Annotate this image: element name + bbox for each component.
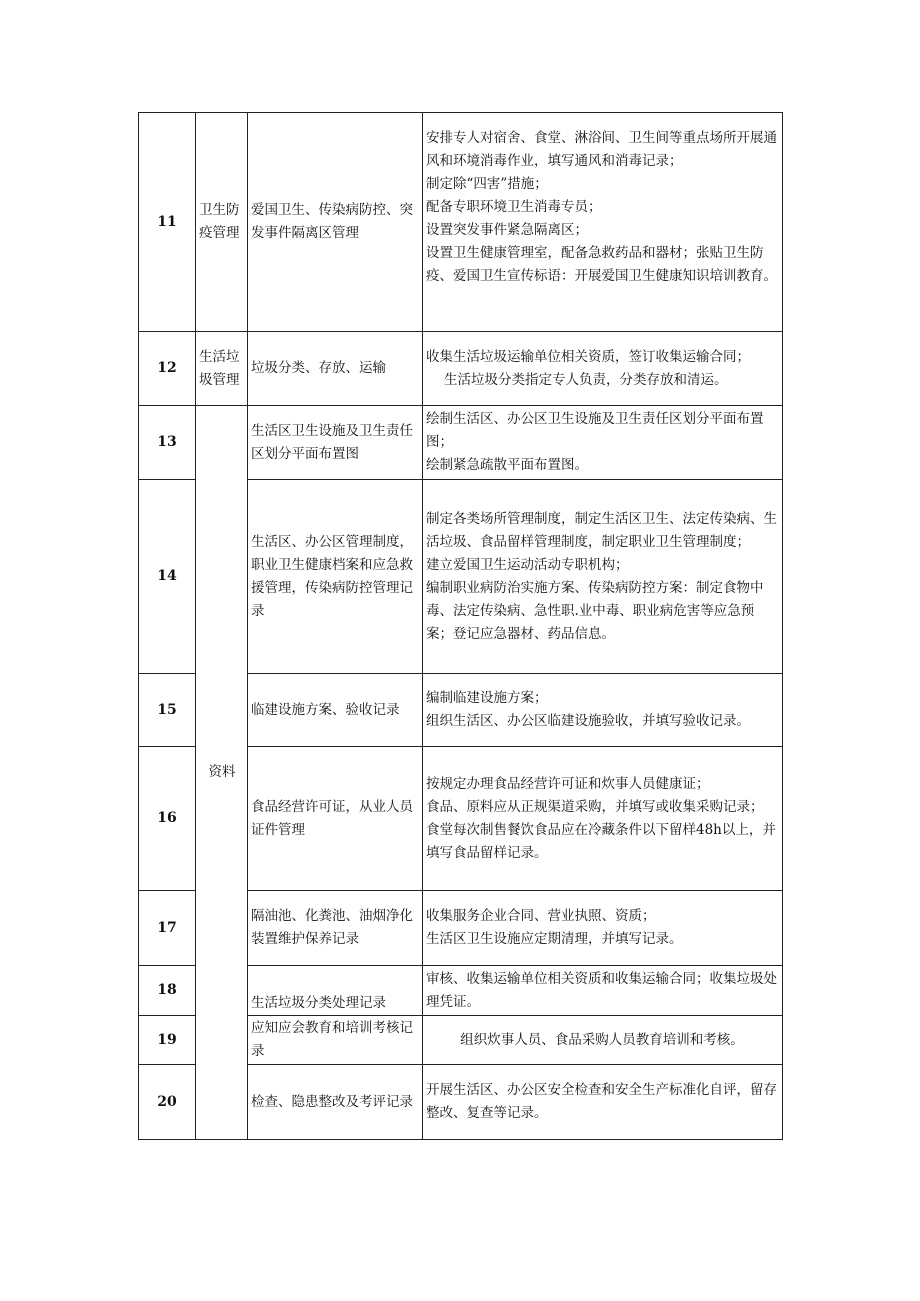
row-number: 16: [139, 747, 196, 891]
requirement-cell: [423, 1016, 783, 1065]
requirement-cell: [423, 891, 783, 966]
requirement-cell: [423, 674, 783, 747]
requirement-line: 配备专职环境卫生消毒专员；: [426, 199, 602, 215]
requirements-table: [138, 112, 783, 1140]
requirement-line: 绘制生活区、办公区卫生设施及卫生责任区划分平面布置图；: [426, 411, 764, 450]
row-number: 14: [139, 480, 196, 674]
requirement-line: 开展生活区、办公区安全检查和安全生产标准化自评，留存整改、复查等记录。: [426, 1082, 777, 1121]
requirement-line: 组织生活区、办公区临建设施验收，并填写验收记录。: [426, 713, 750, 729]
requirement-line: 建立爱国卫生运动活动专职机构；: [426, 556, 629, 573]
requirement-cell: [423, 1065, 783, 1140]
item-cell: 爱国卫生、传染病防控、突发事件隔离区管理: [248, 113, 423, 332]
requirement-line: 食堂每次制售餐饮食品应在冷藏条件以下留样48h以上，并填写食品留样记录。: [426, 821, 776, 861]
item-cell: 隔油池、化粪池、油烟净化装置维护保养记录: [248, 891, 423, 966]
row-number: 18: [139, 966, 196, 1016]
requirement-line: 设置突发事件紧急隔离区；: [426, 222, 588, 238]
category-cell: 生活垃圾管理: [196, 332, 248, 406]
category-cell: 卫生防疫管理: [196, 113, 248, 332]
requirement-line: 编制职业病防治实施方案、传染病防控方案：制定食物中毒、法定传染病、急性职.业中毒、职业病危害等应急预案；登记应急器材、药品信息。: [426, 579, 764, 642]
requirement-line: 绘制紧急疏散平面布置图。: [426, 457, 588, 473]
requirement-cell: [423, 480, 783, 674]
item-cell: 生活区卫生设施及卫生责任区划分平面布置图: [248, 406, 423, 480]
requirement-cell: [423, 966, 783, 1016]
requirement-cell: [423, 747, 783, 891]
requirement-line: 编制临建设施方案；: [426, 690, 548, 706]
requirement-line: 组织炊事人员、食品采购人员教育培训和考核。: [460, 1031, 744, 1048]
requirement-line: 收集服务企业合同、营业执照、资质；: [426, 908, 656, 924]
requirement-line: 审核、收集运输单位相关资质和收集运输合同；收集垃圾处理凭证。: [426, 970, 777, 1010]
item-cell: 食品经营许可证，从业人员证件管理: [248, 747, 423, 891]
table-row: [139, 406, 783, 480]
table-row: [139, 332, 783, 406]
requirement-line: 按规定办理食品经营许可证和炊事人员健康证；: [426, 775, 710, 792]
requirement-cell: [423, 406, 783, 480]
row-number: 20: [139, 1065, 196, 1140]
row-number: 12: [139, 332, 196, 406]
row-number: 13: [139, 406, 196, 480]
requirement-line: 安排专人对宿舍、食堂、淋浴间、卫生间等重点场所开展通风和环境消毒作业，填写通风和消毒记录；: [426, 130, 777, 169]
item-cell: 垃圾分类、存放、运输: [248, 332, 423, 406]
row-number: 19: [139, 1016, 196, 1065]
requirement-line: 生活区卫生设施应定期清理，并填写记录。: [426, 931, 683, 947]
category-cell: 资料: [196, 406, 248, 1140]
requirement-line: 设置卫生健康管理室，配备急救药品和器材；张贴卫生防疫、爱国卫生宣传标语：开展爱国卫生健康知识培训教育。: [426, 245, 777, 284]
requirement-cell: [423, 332, 783, 406]
requirement-line: 制定除“四害”措施；: [426, 176, 548, 192]
item-cell: 检查、隐患整改及考评记录: [248, 1065, 423, 1140]
item-cell: 应知应会教育和培训考核记录: [248, 1016, 423, 1065]
table-row: [139, 113, 783, 332]
requirement-line: 收集生活垃圾运输单位相关资质，签订收集运输合同；: [426, 348, 750, 365]
item-cell: 生活区、办公区管理制度，职业卫生健康档案和应急救援管理，传染病防控管理记录: [248, 480, 423, 674]
requirement-line: 生活垃圾分类指定专人负责，分类存放和清运。: [444, 371, 728, 388]
requirement-line: 食品、原料应从正规渠道采购，并填写或收集采购记录；: [426, 798, 764, 815]
item-cell: 生活垃圾分类处理记录: [248, 966, 423, 1016]
row-number: 15: [139, 674, 196, 747]
row-number: 11: [139, 113, 196, 332]
requirement-line: 制定各类场所管理制度，制定生活区卫生、法定传染病、生活垃圾、食品留样管理制度，制定职业卫生管理制度；: [426, 510, 777, 550]
requirement-cell: [423, 113, 783, 332]
item-cell: 临建设施方案、验收记录: [248, 674, 423, 747]
row-number: 17: [139, 891, 196, 966]
